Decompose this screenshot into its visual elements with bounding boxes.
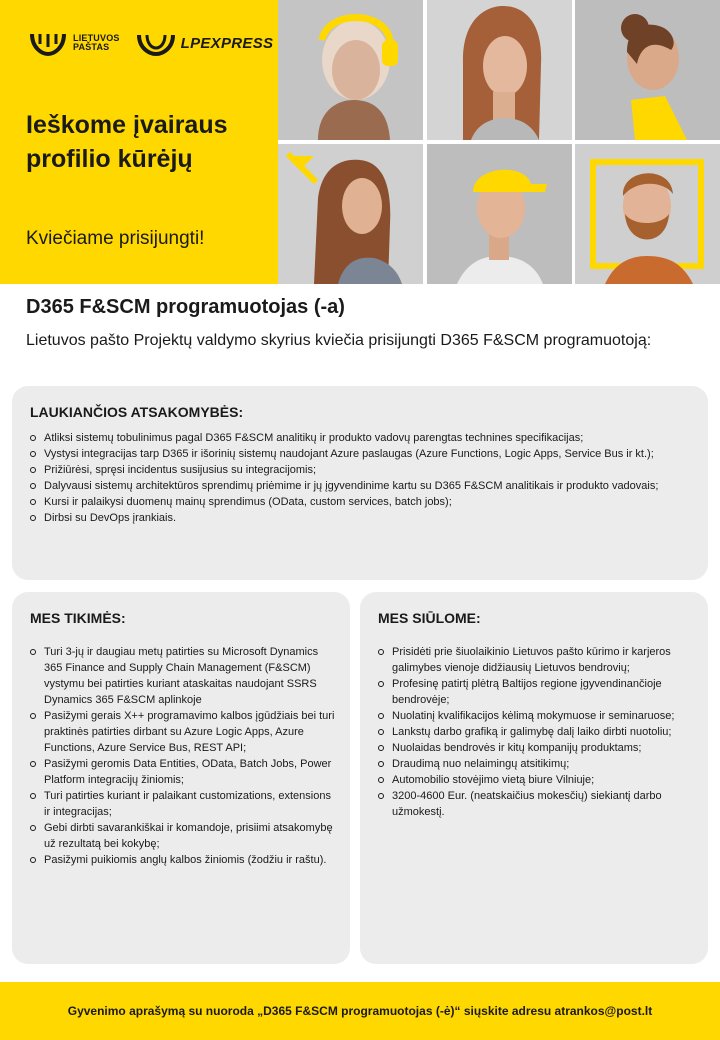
hero-yellow-panel [0,0,278,284]
responsibilities-list [30,430,696,526]
person-with-headphones-image [278,0,423,140]
list-item: Dirbsi su DevOps įrankiais. [30,510,696,526]
circle-bullet-icon [378,713,384,719]
responsibilities-heading: LAUKIANČIOS ATSAKOMYBĖS: [30,404,244,420]
person-photo [278,0,423,140]
requirements-list [30,644,336,868]
circle-bullet-icon [378,745,384,751]
bearded-man-image [575,144,720,284]
list-item: Kursi ir palaikysi duomenų mainų sprendimus (OData, custom services, batch jobs); [30,494,696,510]
list-item: Prižiūrėsi, spręsi incidentus susijusius su integracijomis; [30,462,696,478]
list-item: Pasižymi geromis Data Entities, OData, Batch Jobs, Power Platform integracijų žiniomis; [30,756,336,788]
job-title: D365 F&SCM programuotojas (-a) [26,296,345,318]
footer-banner [0,982,720,1040]
list-item: Draudimą nuo nelaimingų atsitikimų; [378,756,696,772]
circle-bullet-icon [378,649,384,655]
woman-profile-image [575,0,720,140]
logo-text-line2: PAŠTAS [73,42,110,52]
circle-bullet-icon [378,681,384,687]
list-item: Nuolaidas bendrovės ir kitų kompanijų produktams; [378,740,696,756]
footer-application-instructions: Gyvenimo aprašymą su nuoroda „D365 F&SCM programuotojas (-ė)“ siųskite adresu atrankos@post.lt [67,1004,653,1018]
circle-bullet-icon [30,761,36,767]
woman-portrait-image [427,0,572,140]
list-item: Prisidėti prie šiuolaikinio Lietuvos pašto kūrimo ir karjeros galimybes vienoje didžiausių Lietuvos bendrovių; [378,644,696,676]
circle-bullet-icon [30,451,36,457]
person-photo [278,144,423,284]
post-horn-icon [136,30,176,56]
circle-bullet-icon [30,713,36,719]
list-item: 3200-4600 Eur. (neatskaičius mokesčių) siekiantį darbo užmokestį. [378,788,696,820]
person-photo [575,144,720,284]
list-item: Atliksi sistemų tobulinimus pagal D365 F&SCM analitikų ir produkto vadovų parengtas technines specifikacijas; [30,430,696,446]
man-with-cap-image [427,144,572,284]
offer-heading: MES SIŪLOME: [378,610,481,626]
list-item: Turi patirties kuriant ir palaikant customizations, extensions ir integracijas; [30,788,336,820]
requirements-card [12,592,350,964]
logo-row [28,30,273,56]
circle-bullet-icon [30,467,36,473]
hero-title: Ieškome įvairaus profilio kūrėjų [26,111,228,173]
logo-text-line1: LIETUVOS [73,33,120,43]
circle-bullet-icon [30,857,36,863]
hero-subtitle: Kviečiame prisijungti! [26,228,205,249]
list-item: Lankstų darbo grafiką ir galimybę dalį laiko dirbti nuotoliu; [378,724,696,740]
post-horn-icon [28,30,68,56]
offer-card [360,592,708,964]
list-item: Gebi dirbti savarankiškai ir komandoje, prisiimi atsakomybę už rezultatą bei kokybę; [30,820,336,852]
circle-bullet-icon [30,793,36,799]
hero-banner [0,0,720,284]
list-item: Vystysi integracijas tarp D365 ir išorinių sistemų naudojant Azure paslaugas (Azure Functions, Logic Apps, Service Bus ir kt.); [30,446,696,462]
circle-bullet-icon [378,729,384,735]
person-photo [427,144,572,284]
lietuvos-pastas-logo [28,30,120,56]
circle-bullet-icon [30,515,36,521]
circle-bullet-icon [378,777,384,783]
circle-bullet-icon [30,649,36,655]
list-item: Automobilio stovėjimo vietą biure Vilniuje; [378,772,696,788]
list-item: Pasižymi gerais X++ programavimo kalbos įgūdžiais bei turi praktinės patirties dirbant su Azure Logic Apps, Azure Functions, Azure Service Bus, REST API; [30,708,336,756]
offer-list [378,644,696,820]
list-item: Dalyvausi sistemų architektūros sprendimų priėmime ir jų įgyvendinime kartu su D365 F&SCM analitikais ir produkto vadovais; [30,478,696,494]
circle-bullet-icon [378,793,384,799]
list-item: Profesinę patirtį plėtrą Baltijos regione įgyvendinančioje bendrovėje; [378,676,696,708]
requirements-heading: MES TIKIMĖS: [30,610,126,626]
lpexpress-wordmark: LPEXPRESS [180,34,274,52]
person-photo [427,0,572,140]
circle-bullet-icon [30,825,36,831]
photo-grid [278,0,720,284]
circle-bullet-icon [378,761,384,767]
circle-bullet-icon [30,435,36,441]
responsibilities-card [12,386,708,580]
job-intro: Lietuvos pašto Projektų valdymo skyrius kviečia prisijungti D365 F&SCM programuotoją: [26,332,652,349]
list-item: Nuolatinį kvalifikacijos kėlimą mokymuose ir seminaruose; [378,708,696,724]
circle-bullet-icon [30,499,36,505]
woman-side-image [278,144,423,284]
lpexpress-logo [136,30,274,56]
person-photo [575,0,720,140]
circle-bullet-icon [30,483,36,489]
list-item: Turi 3-jų ir daugiau metų patirties su Microsoft Dynamics 365 Finance and Supply Chain Management (F&SCM) vystymu bei patirties kuriant ataskaitas naudojant SSRS Dynamics 365 F&SCM aplinkoje [30,644,336,708]
list-item: Pasižymi puikiomis anglų kalbos žiniomis (žodžiu ir raštu). [30,852,336,868]
